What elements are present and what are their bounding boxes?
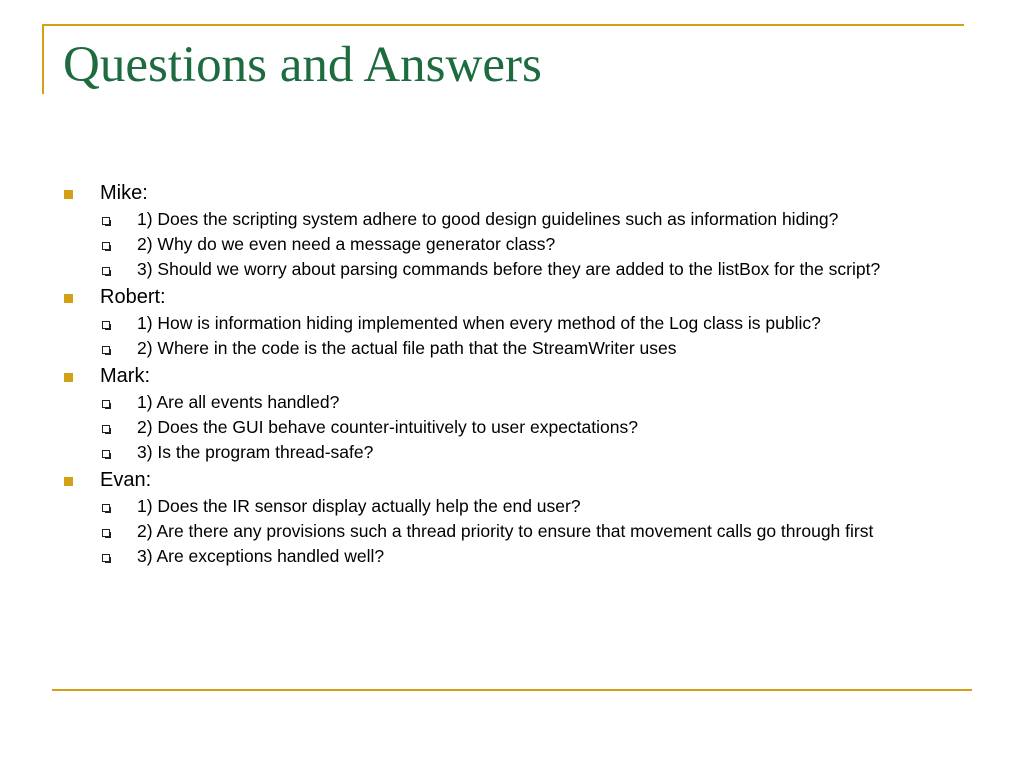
box-bullet-icon [102, 504, 110, 512]
slide-content [62, 181, 962, 572]
person-name: Evan: [100, 469, 152, 491]
question-item [102, 443, 962, 462]
question-list [62, 393, 962, 462]
question-item [102, 547, 962, 566]
box-bullet-icon [102, 450, 110, 458]
question-text: 1) How is information hiding implemented when every method of the Log class is public? [137, 313, 821, 333]
question-list [62, 314, 962, 358]
person-row [62, 285, 962, 311]
square-bullet-icon [64, 190, 73, 199]
question-text: 2) Where in the code is the actual file path that the StreamWriter uses [137, 338, 677, 358]
square-bullet-icon [64, 373, 73, 382]
box-bullet-icon [102, 346, 110, 354]
question-text: 3) Should we worry about parsing commands before they are added to the listBox for the script? [137, 259, 881, 279]
left-border-line [42, 24, 44, 94]
box-bullet-icon [102, 217, 110, 225]
box-bullet-icon [102, 321, 110, 329]
person-section-evan [62, 468, 962, 566]
question-item [102, 522, 962, 541]
question-item [102, 210, 962, 229]
square-bullet-icon [64, 477, 73, 486]
question-item [102, 497, 962, 516]
question-list [62, 210, 962, 279]
person-section-robert [62, 285, 962, 358]
square-bullet-icon [64, 294, 73, 303]
box-bullet-icon [102, 242, 110, 250]
question-item [102, 393, 962, 412]
question-text: 1) Are all events handled? [137, 392, 340, 412]
question-list [62, 497, 962, 566]
box-bullet-icon [102, 400, 110, 408]
question-item [102, 260, 962, 279]
question-text: 1) Does the scripting system adhere to good design guidelines such as information hiding? [137, 209, 839, 229]
person-row [62, 364, 962, 390]
question-item [102, 418, 962, 437]
slide-title: Questions and Answers [63, 37, 542, 93]
question-item [102, 314, 962, 333]
person-name: Robert: [100, 286, 166, 308]
question-text: 2) Why do we even need a message generator class? [137, 234, 556, 254]
question-text: 1) Does the IR sensor display actually help the end user? [137, 496, 581, 516]
person-row [62, 468, 962, 494]
question-text: 3) Are exceptions handled well? [137, 546, 385, 566]
bottom-border-line [52, 689, 972, 691]
person-name: Mark: [100, 365, 150, 387]
question-item [102, 235, 962, 254]
question-text: 2) Are there any provisions such a thread priority to ensure that movement calls go through first [137, 521, 874, 541]
box-bullet-icon [102, 425, 110, 433]
person-section-mike [62, 181, 962, 279]
box-bullet-icon [102, 529, 110, 537]
person-row [62, 181, 962, 207]
question-text: 3) Is the program thread-safe? [137, 442, 374, 462]
box-bullet-icon [102, 267, 110, 275]
person-section-mark [62, 364, 962, 462]
person-name: Mike: [100, 182, 148, 204]
top-border-line [42, 24, 964, 26]
question-text: 2) Does the GUI behave counter-intuitively to user expectations? [137, 417, 638, 437]
question-item [102, 339, 962, 358]
box-bullet-icon [102, 554, 110, 562]
